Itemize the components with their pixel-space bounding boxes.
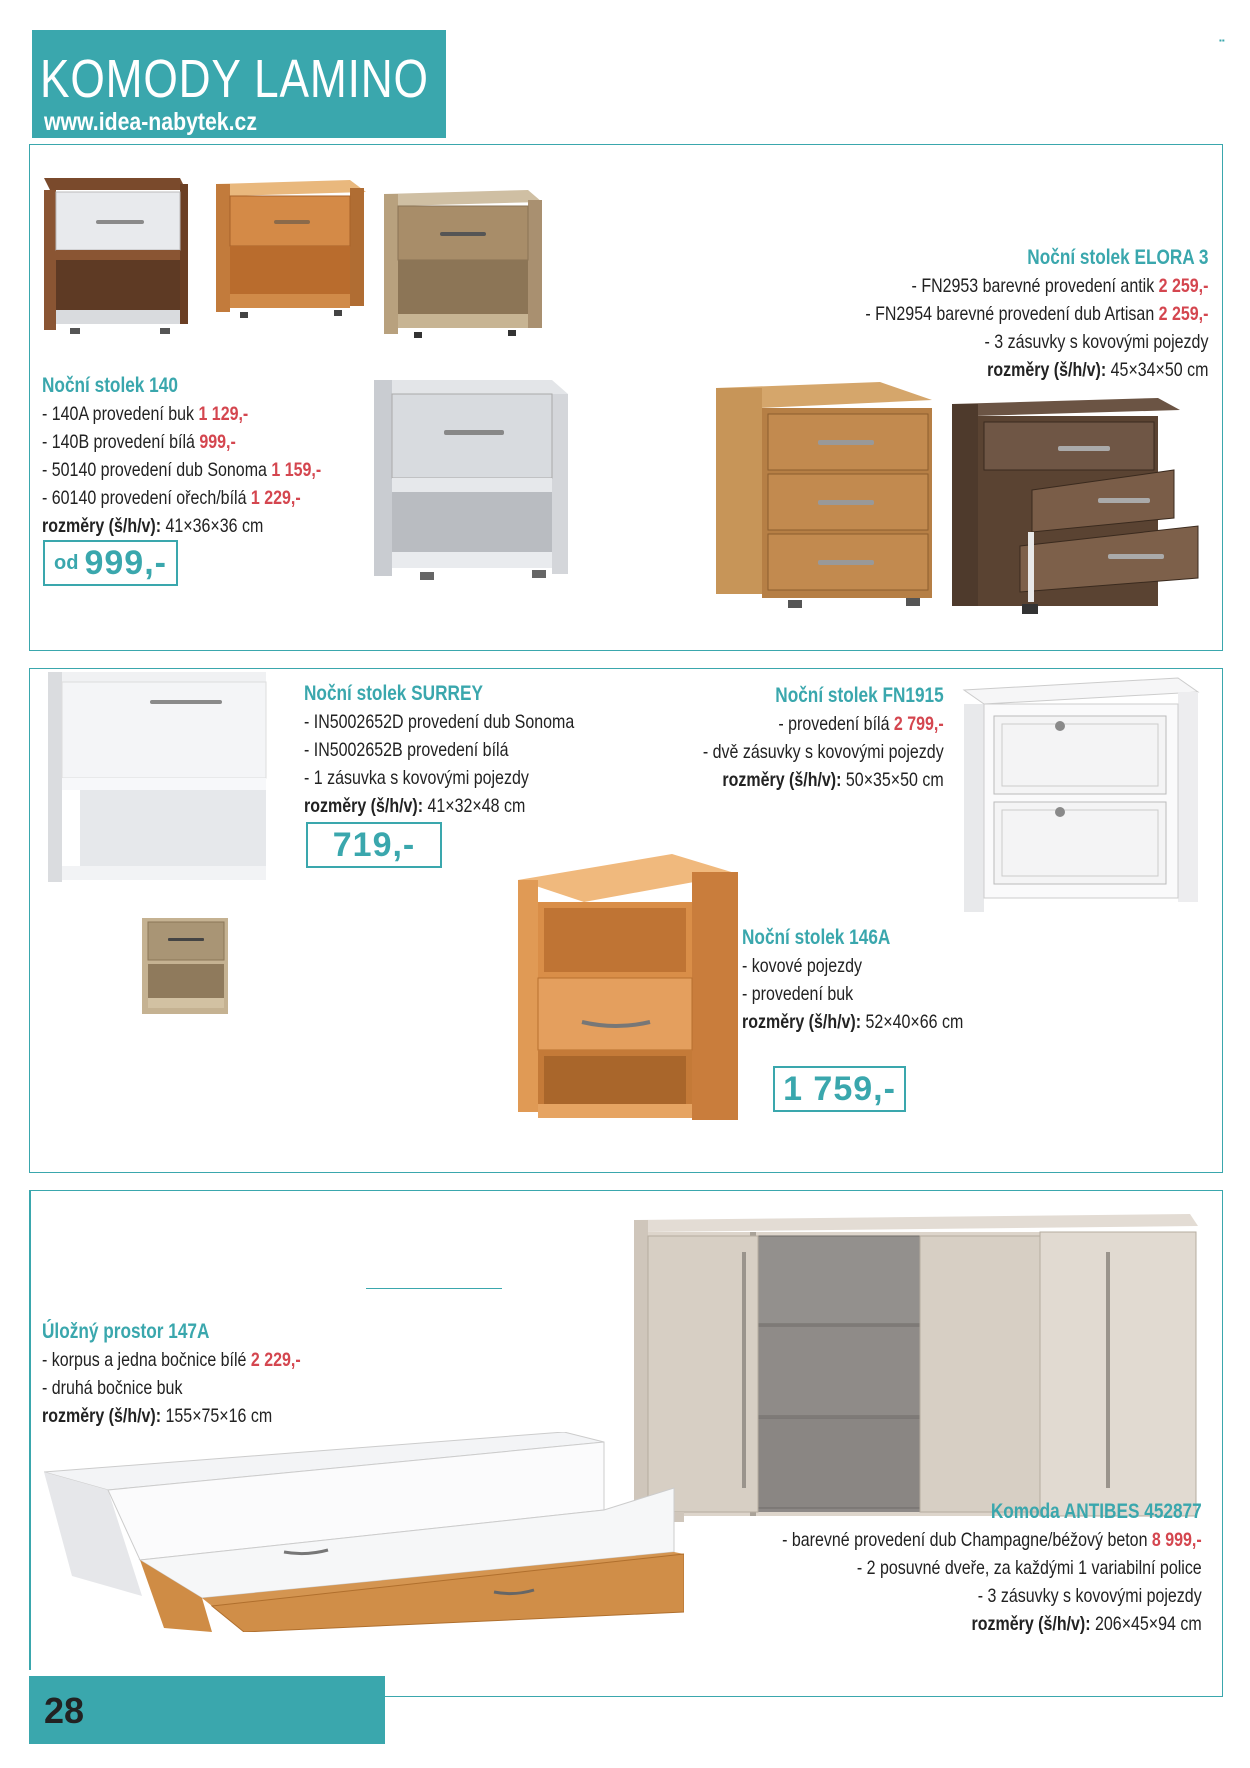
product-title: Noční stolek FN1915: [775, 684, 944, 707]
product-title: Noční stolek ELORA 3: [1026, 246, 1208, 269]
website-url[interactable]: www.idea-nabytek.cz: [44, 108, 257, 136]
product-dimensions: rozměry (š/h/v): 206×45×94 cm: [971, 1613, 1202, 1635]
section-storage-border: [29, 1190, 31, 1670]
product-line: - 50140 provedení dub Sonoma 1 159,-: [42, 459, 322, 481]
corner-mark: ▪▪: [1219, 36, 1225, 45]
product-prostor147a: [42, 1318, 301, 1430]
product-surrey: [304, 680, 574, 820]
nightstand-140-sonoma-image: [378, 186, 546, 344]
product-line: - dvě zásuvky s kovovými pojezdy: [703, 741, 944, 763]
price-box-stolek140: od 999,-: [43, 540, 178, 586]
sideboard-antibes-image: [630, 1212, 1202, 1524]
product-line: - kovové pojezdy: [742, 955, 862, 977]
product-line: - provedení bílá 2 799,-: [778, 713, 944, 735]
product-dimensions: rozměry (š/h/v): 50×35×50 cm: [722, 769, 944, 791]
product-dimensions: rozměry (š/h/v): 45×34×50 cm: [986, 359, 1208, 381]
product-dimensions: rozměry (š/h/v): 155×75×16 cm: [42, 1405, 273, 1427]
product-elora3: [865, 244, 1208, 384]
nightstand-surrey-white-image: [44, 672, 272, 890]
product-line: - 3 zásuvky s kovovými pojezdy: [978, 1585, 1202, 1607]
product-line: - barevné provedení dub Champagne/béžový beton 8 999,-: [782, 1529, 1202, 1551]
product-line: - FN2953 barevné provedení antik 2 259,-: [911, 275, 1208, 297]
nightstand-140-beech-image: [210, 174, 370, 324]
product-line: - IN5002652B provedení bílá: [304, 739, 509, 761]
product-dimensions: rozměry (š/h/v): 41×36×36 cm: [42, 515, 264, 537]
product-title: Úložný prostor 147A: [42, 1320, 210, 1343]
nightstand-fn1915-white-image: [958, 676, 1202, 922]
product-line: - korpus a jedna bočnice bílé 2 229,-: [42, 1349, 301, 1371]
nightstand-140-walnut-image: [40, 170, 190, 340]
nightstand-surrey-sonoma-image: [138, 914, 232, 1022]
product-antibes: [782, 1498, 1202, 1638]
page-title: KOMODY LAMINO: [40, 49, 429, 109]
product-title: Komoda ANTIBES 452877: [991, 1500, 1202, 1523]
product-line: - 2 posuvné dveře, za každými 1 variabilní police: [857, 1557, 1202, 1579]
product-line: - 140B provedení bílá 999,-: [42, 431, 236, 453]
product-line: - 140A provedení buk 1 129,-: [42, 403, 249, 425]
product-line: - 60140 provedení ořech/bílá 1 229,-: [42, 487, 301, 509]
nightstand-140-white-image: [370, 374, 572, 586]
product-title: Noční stolek SURREY: [304, 682, 483, 705]
product-line: - 1 zásuvka s kovovými pojezdy: [304, 767, 529, 789]
product-fn1915: [703, 682, 944, 794]
nightstand-146a-beech-image: [512, 852, 742, 1132]
decorative-line: [366, 1288, 502, 1289]
product-title: Noční stolek 146A: [742, 926, 891, 949]
price-box-surrey: 719,-: [306, 822, 442, 868]
product-dimensions: rozměry (š/h/v): 41×32×48 cm: [304, 795, 526, 817]
product-line: - druhá bočnice buk: [42, 1377, 183, 1399]
nightstand-elora3-artisan-image: [710, 378, 938, 614]
page-number: 28: [44, 1690, 85, 1731]
product-line: - IN5002652D provedení dub Sonoma: [304, 711, 575, 733]
price-box-stolek146a: 1 759,-: [773, 1066, 906, 1112]
product-title: Noční stolek 140: [42, 374, 178, 397]
product-line: - FN2954 barevné provedení dub Artisan 2 259,-: [864, 303, 1208, 325]
product-stolek140: [42, 372, 321, 540]
product-stolek146a: [742, 924, 963, 1036]
product-line: - 3 zásuvky s kovovými pojezdy: [984, 331, 1208, 353]
product-line: - provedení buk: [742, 983, 854, 1005]
product-dimensions: rozměry (š/h/v): 52×40×66 cm: [742, 1011, 964, 1033]
storage-drawer-147a-image: [44, 1432, 684, 1632]
nightstand-elora3-antik-image: [948, 396, 1204, 622]
